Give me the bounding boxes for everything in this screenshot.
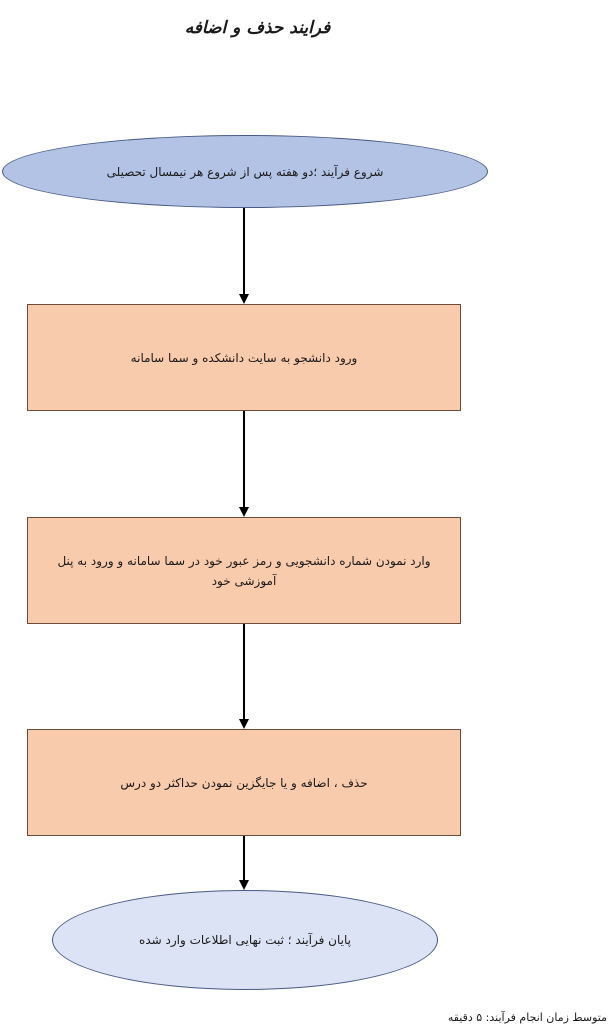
- step-node-3-label: حذف ، اضافه و یا جایگزین نمودن حداکثر دو درس: [120, 775, 368, 790]
- start-node: [2, 135, 488, 208]
- step-node-3: [27, 729, 461, 836]
- end-node: [52, 890, 438, 990]
- process-duration-note: متوسط زمان انجام فرآیند: ۵ دقیقه: [447, 1011, 607, 1024]
- step-node-1-label: ورود دانشجو به سایت دانشکده و سما سامانه: [130, 350, 358, 365]
- step-node-2: [27, 517, 461, 624]
- step-node-2-label: وارد نمودن شماره دانشجویی و رمز عبور خود در سما سامانه و ورود به پنل آموزشی خود: [57, 553, 431, 588]
- start-node-label: شروع فرآیند ؛دو هفته پس از شروع هر نیمسال تحصیلی: [106, 164, 384, 179]
- step-node-1: [27, 304, 461, 411]
- end-node-label: پایان فرآیند ؛ ثبت نهایی اطلاعات وارد شده: [139, 933, 351, 947]
- diagram-title: فرایند حذف و اضافه: [184, 18, 331, 38]
